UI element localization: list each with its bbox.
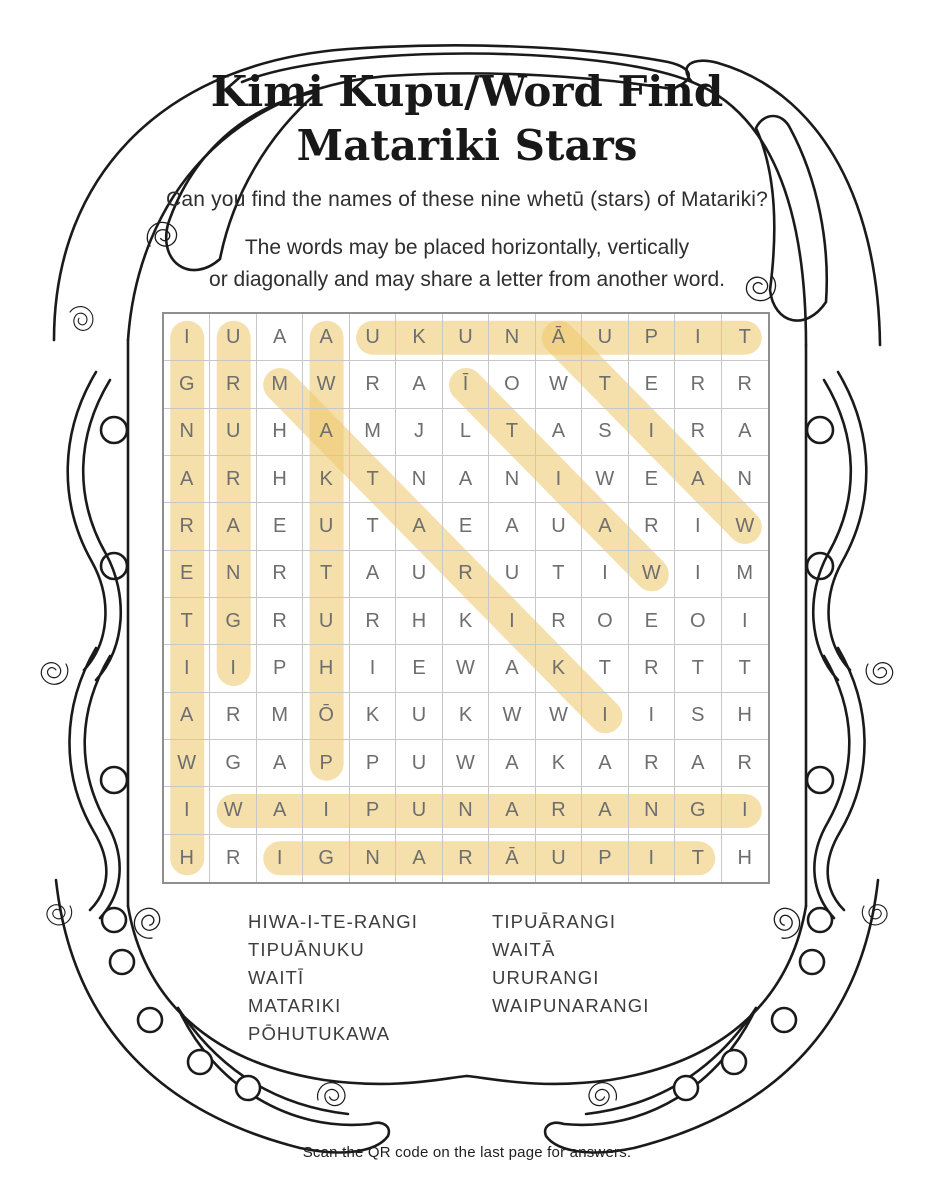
grid-cell: I: [489, 598, 535, 645]
grid-cell: R: [629, 645, 675, 692]
grid-cell: T: [489, 409, 535, 456]
word-list-left-column: [248, 908, 418, 1048]
grid-cell: U: [396, 740, 442, 787]
grid-cell: A: [164, 693, 210, 740]
grid-cell: M: [257, 361, 303, 408]
grid-cell: A: [489, 740, 535, 787]
grid-cell: T: [582, 645, 628, 692]
grid-cell: A: [582, 503, 628, 550]
grid-cell: A: [722, 409, 768, 456]
grid-cell: R: [257, 598, 303, 645]
grid-cell: G: [210, 740, 256, 787]
grid-cell: Ō: [303, 693, 349, 740]
grid-cell: R: [210, 835, 256, 882]
grid-cell: G: [210, 598, 256, 645]
grid-cell: I: [675, 503, 721, 550]
grid-cell: A: [257, 314, 303, 361]
grid-cell: H: [164, 835, 210, 882]
grid-cell: N: [443, 787, 489, 834]
grid-cell: I: [675, 314, 721, 361]
grid-cell: A: [675, 456, 721, 503]
grid-cell: R: [722, 361, 768, 408]
grid-cell: T: [722, 314, 768, 361]
grid-cell: E: [257, 503, 303, 550]
grid-cell: R: [675, 409, 721, 456]
grid-cell: K: [536, 645, 582, 692]
word-list-item: WAIPUNARANGI: [492, 995, 650, 1016]
grid-cell: H: [257, 456, 303, 503]
grid-cell: A: [489, 503, 535, 550]
grid-cell: S: [675, 693, 721, 740]
grid-cell: U: [210, 314, 256, 361]
grid-cell: N: [629, 787, 675, 834]
grid-cell: A: [303, 314, 349, 361]
grid-cell: W: [210, 787, 256, 834]
grid-cell: W: [582, 456, 628, 503]
grid-cell: H: [257, 409, 303, 456]
word-list-item: WAITĀ: [492, 939, 556, 960]
grid-cell: W: [443, 645, 489, 692]
grid-cell: A: [350, 551, 396, 598]
grid-cell: G: [164, 361, 210, 408]
grid-cell: O: [675, 598, 721, 645]
word-list-item: URURANGI: [492, 967, 600, 988]
grid-cell: Ā: [489, 835, 535, 882]
grid-cell: P: [303, 740, 349, 787]
grid-cell: U: [443, 314, 489, 361]
grid-cell: R: [443, 835, 489, 882]
grid-cell: E: [396, 645, 442, 692]
grid-cell: P: [257, 645, 303, 692]
page-title-line2: Matariki Stars: [296, 121, 638, 170]
grid-cell: R: [210, 693, 256, 740]
grid-cell: A: [303, 409, 349, 456]
grid-cell: M: [722, 551, 768, 598]
grid-cell: W: [443, 740, 489, 787]
grid-cell: I: [582, 693, 628, 740]
grid-cell: I: [164, 787, 210, 834]
grid-cell: P: [582, 835, 628, 882]
grid-cell: T: [722, 645, 768, 692]
grid-cell: K: [536, 740, 582, 787]
grid-cell: R: [629, 740, 675, 787]
grid-cell: N: [722, 456, 768, 503]
grid-cell: R: [536, 598, 582, 645]
grid-cell: H: [303, 645, 349, 692]
grid-cell: P: [350, 740, 396, 787]
grid-cell: T: [675, 645, 721, 692]
grid-cell: U: [396, 693, 442, 740]
grid-cell: T: [350, 456, 396, 503]
grid-cell: I: [629, 693, 675, 740]
grid-cell: R: [536, 787, 582, 834]
grid-cell: E: [629, 361, 675, 408]
grid-cell: R: [443, 551, 489, 598]
grid-cell: N: [210, 551, 256, 598]
grid-cell: L: [443, 409, 489, 456]
grid-cell: U: [582, 314, 628, 361]
grid-cell: K: [396, 314, 442, 361]
word-list-item: TIPUĀRANGI: [492, 911, 617, 932]
grid-cell: R: [629, 503, 675, 550]
grid-cell: Ā: [536, 314, 582, 361]
grid-cell: T: [350, 503, 396, 550]
grid-cell: N: [164, 409, 210, 456]
grid-cell: U: [396, 551, 442, 598]
subtitle: Can you find the names of these nine whetū (stars) of Matariki?: [165, 188, 769, 211]
grid-cell: A: [582, 787, 628, 834]
grid-cell: A: [210, 503, 256, 550]
grid-cell: I: [629, 409, 675, 456]
grid-cell: K: [443, 693, 489, 740]
grid-cell: U: [303, 503, 349, 550]
grid-cell: R: [210, 361, 256, 408]
grid-cell: O: [582, 598, 628, 645]
grid-cell: M: [350, 409, 396, 456]
grid-cell: A: [489, 787, 535, 834]
grid-cell: T: [582, 361, 628, 408]
grid-cell: U: [210, 409, 256, 456]
grid-cell: U: [489, 551, 535, 598]
grid-cell: H: [396, 598, 442, 645]
grid-cell: H: [722, 693, 768, 740]
grid-cell: I: [629, 835, 675, 882]
grid-cell: M: [257, 693, 303, 740]
grid-cell: A: [582, 740, 628, 787]
grid-cell: R: [350, 598, 396, 645]
grid-cell: A: [396, 503, 442, 550]
grid-cell: G: [303, 835, 349, 882]
word-list-item: HIWA-I-TE-RANGI: [248, 911, 418, 932]
word-list-item: PŌHUTUKAWA: [248, 1023, 391, 1044]
grid-cell: I: [303, 787, 349, 834]
grid-cell: A: [489, 645, 535, 692]
grid-cell: P: [629, 314, 675, 361]
grid-cell: W: [722, 503, 768, 550]
grid-cell: I: [675, 551, 721, 598]
grid-cell: A: [396, 835, 442, 882]
letter-grid: [164, 314, 768, 882]
instructions-line2: or diagonally and may share a letter from another word.: [209, 268, 725, 291]
grid-cell: A: [257, 740, 303, 787]
grid-cell: U: [350, 314, 396, 361]
grid-cell: K: [443, 598, 489, 645]
grid-cell: A: [443, 456, 489, 503]
grid-cell: G: [675, 787, 721, 834]
grid-cell: W: [629, 551, 675, 598]
word-list-item: TIPUĀNUKU: [248, 939, 365, 960]
grid-cell: R: [350, 361, 396, 408]
grid-cell: I: [536, 456, 582, 503]
instructions-line1: The words may be placed horizontally, vertically: [244, 236, 690, 259]
grid-cell: W: [536, 361, 582, 408]
grid-cell: K: [303, 456, 349, 503]
grid-cell: I: [164, 314, 210, 361]
grid-cell: E: [443, 503, 489, 550]
grid-cell: R: [722, 740, 768, 787]
grid-cell: I: [210, 645, 256, 692]
word-search-grid: [162, 312, 770, 884]
grid-cell: P: [350, 787, 396, 834]
grid-cell: W: [303, 361, 349, 408]
grid-cell: U: [396, 787, 442, 834]
grid-cell: N: [489, 314, 535, 361]
grid-cell: H: [737, 846, 752, 869]
grid-cell: I: [164, 645, 210, 692]
grid-cell: I: [582, 551, 628, 598]
grid-cell: U: [536, 503, 582, 550]
grid-cell: I: [350, 645, 396, 692]
grid-cell: I: [722, 598, 768, 645]
grid-cell: I: [257, 835, 303, 882]
word-list-item: WAITĪ: [248, 967, 305, 988]
page-title-line1: Kimi Kupu/Word Find: [210, 67, 724, 116]
grid-cell: W: [489, 693, 535, 740]
grid-cell: U: [303, 598, 349, 645]
word-list-right-column: [492, 908, 649, 1020]
grid-cell: N: [489, 456, 535, 503]
grid-cell: Ī: [443, 361, 489, 408]
grid-cell: O: [489, 361, 535, 408]
grid-cell: T: [164, 598, 210, 645]
grid-cell: E: [629, 598, 675, 645]
grid-cell: W: [536, 693, 582, 740]
grid-cell: T: [536, 551, 582, 598]
grid-cell: U: [536, 835, 582, 882]
grid-cell: A: [257, 787, 303, 834]
footer-note: Scan the QR code on the last page for answers.: [302, 1144, 632, 1161]
grid-cell: K: [350, 693, 396, 740]
grid-cell: A: [536, 409, 582, 456]
grid-cell: T: [675, 835, 721, 882]
grid-cell: E: [164, 551, 210, 598]
grid-cell: A: [164, 456, 210, 503]
grid-cell: R: [675, 361, 721, 408]
grid-cell: T: [303, 551, 349, 598]
grid-cell: R: [164, 503, 210, 550]
grid-cell: R: [257, 551, 303, 598]
grid-cell: A: [396, 361, 442, 408]
grid-cell: W: [164, 740, 210, 787]
grid-cell: N: [350, 835, 396, 882]
word-list-item: MATARIKI: [248, 995, 342, 1016]
grid-cell: J: [396, 409, 442, 456]
grid-cell: E: [629, 456, 675, 503]
grid-cell: I: [722, 787, 768, 834]
grid-cell: A: [675, 740, 721, 787]
grid-cell: S: [582, 409, 628, 456]
grid-cell: R: [210, 456, 256, 503]
grid-cell: N: [396, 456, 442, 503]
